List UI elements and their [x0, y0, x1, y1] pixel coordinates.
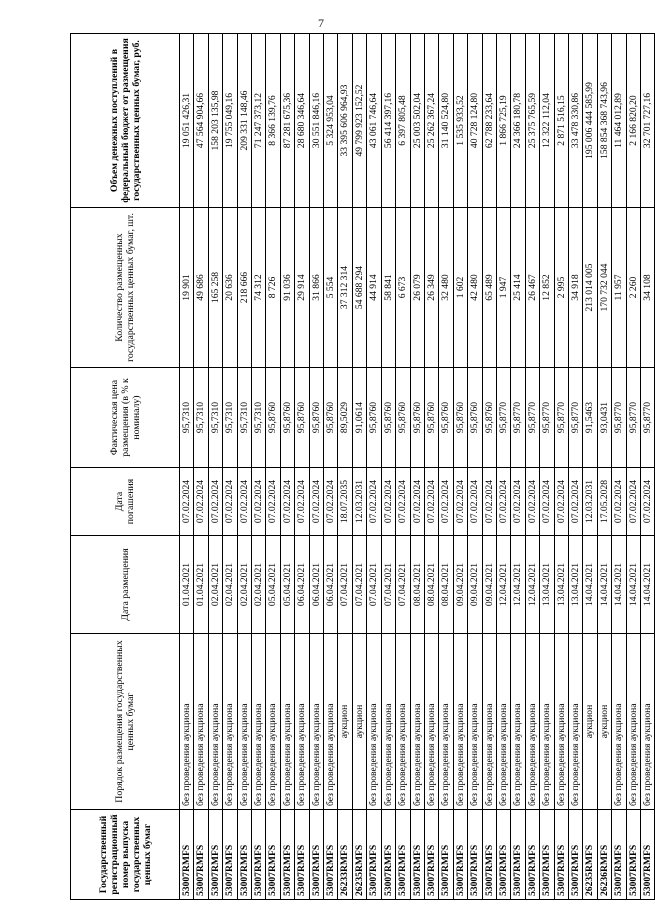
cell-method: аукцион [583, 634, 597, 810]
cell-placement-date: 13.04.2021 [554, 536, 568, 634]
table-row [597, 34, 611, 900]
cell-amount: 195 006 444 585,99 [583, 34, 597, 208]
cell-quantity: 54 688 294 [352, 208, 366, 368]
cell-placement-date: 06.04.2021 [309, 536, 323, 634]
cell-maturity-date: 07.02.2024 [208, 468, 222, 536]
cell-amount: 1 535 933,52 [453, 34, 467, 208]
cell-placement-date: 09.04.2021 [468, 536, 482, 634]
cell-amount: 209 331 148,46 [237, 34, 251, 208]
cell-placement-date: 09.04.2021 [482, 536, 496, 634]
cell-method: без проведения аукциона [180, 634, 194, 810]
cell-price: 95,7310 [223, 368, 237, 468]
cell-reg-number: 53007RMFS [424, 810, 438, 900]
cell-price: 95,8770 [540, 368, 554, 468]
cell-price: 95,8760 [381, 368, 395, 468]
cell-method: без проведения аукциона [453, 634, 467, 810]
cell-price: 95,8760 [410, 368, 424, 468]
cell-price: 93,0431 [597, 368, 611, 468]
cell-quantity: 26 349 [424, 208, 438, 368]
cell-amount: 49 799 923 152,52 [352, 34, 366, 208]
table-row [208, 34, 222, 900]
table-row [252, 34, 266, 900]
cell-reg-number: 26235RMFS [352, 810, 366, 900]
cell-reg-number: 53007RMFS [208, 810, 222, 900]
cell-amount: 28 680 346,64 [295, 34, 309, 208]
cell-quantity: 34 108 [641, 208, 655, 368]
cell-maturity-date: 07.02.2024 [266, 468, 280, 536]
cell-placement-date: 07.04.2021 [381, 536, 395, 634]
cell-quantity: 1 602 [453, 208, 467, 368]
cell-reg-number: 53007RMFS [194, 810, 208, 900]
header-price: Фактическая цена размещения (в % к номиналу) [71, 368, 180, 468]
cell-price: 95,8770 [554, 368, 568, 468]
cell-method: без проведения аукциона [540, 634, 554, 810]
cell-placement-date: 13.04.2021 [568, 536, 582, 634]
table-row [439, 34, 453, 900]
cell-reg-number: 53007RMFS [612, 810, 626, 900]
cell-reg-number: 53007RMFS [180, 810, 194, 900]
table-row [295, 34, 309, 900]
cell-quantity: 213 014 005 [583, 208, 597, 368]
cell-amount: 19 051 426,31 [180, 34, 194, 208]
cell-maturity-date: 07.02.2024 [439, 468, 453, 536]
cell-placement-date: 14.04.2021 [626, 536, 640, 634]
cell-method: без проведения аукциона [252, 634, 266, 810]
header-maturity-date: Дата погашения [71, 468, 180, 536]
cell-price: 95,8760 [424, 368, 438, 468]
cell-quantity: 42 480 [468, 208, 482, 368]
cell-amount: 158 203 135,98 [208, 34, 222, 208]
cell-amount: 8 366 139,76 [266, 34, 280, 208]
cell-placement-date: 05.04.2021 [266, 536, 280, 634]
table-row [453, 34, 467, 900]
table-row [612, 34, 626, 900]
cell-price: 95,8760 [266, 368, 280, 468]
cell-price: 95,8760 [482, 368, 496, 468]
cell-method: без проведения аукциона [280, 634, 294, 810]
cell-placement-date: 08.04.2021 [410, 536, 424, 634]
cell-method: без проведения аукциона [208, 634, 222, 810]
cell-method: без проведения аукциона [309, 634, 323, 810]
cell-quantity: 37 312 314 [338, 208, 352, 368]
cell-placement-date: 14.04.2021 [583, 536, 597, 634]
table-row [223, 34, 237, 900]
cell-amount: 47 564 904,66 [194, 34, 208, 208]
cell-maturity-date: 07.02.2024 [540, 468, 554, 536]
cell-amount: 25 003 502,04 [410, 34, 424, 208]
table-row [352, 34, 366, 900]
cell-maturity-date: 07.02.2024 [424, 468, 438, 536]
cell-reg-number: 53007RMFS [410, 810, 424, 900]
cell-amount: 32 701 727,16 [641, 34, 655, 208]
cell-price: 95,8760 [367, 368, 381, 468]
cell-price: 95,7310 [252, 368, 266, 468]
cell-maturity-date: 07.02.2024 [280, 468, 294, 536]
cell-quantity: 44 914 [367, 208, 381, 368]
cell-quantity: 1 947 [496, 208, 510, 368]
cell-reg-number: 53007RMFS [511, 810, 525, 900]
cell-quantity: 29 914 [295, 208, 309, 368]
table-row [626, 34, 640, 900]
cell-price: 89,5029 [338, 368, 352, 468]
cell-quantity: 20 636 [223, 208, 237, 368]
table-row [496, 34, 510, 900]
cell-amount: 33 395 606 964,93 [338, 34, 352, 208]
cell-maturity-date: 07.02.2024 [381, 468, 395, 536]
cell-quantity: 2 995 [554, 208, 568, 368]
cell-maturity-date: 12.03.2031 [583, 468, 597, 536]
cell-placement-date: 02.04.2021 [208, 536, 222, 634]
cell-placement-date: 01.04.2021 [180, 536, 194, 634]
cell-price: 91,0614 [352, 368, 366, 468]
cell-method: без проведения аукциона [381, 634, 395, 810]
cell-method: аукцион [597, 634, 611, 810]
cell-maturity-date: 07.02.2024 [295, 468, 309, 536]
cell-price: 95,8760 [295, 368, 309, 468]
cell-placement-date: 06.04.2021 [324, 536, 338, 634]
cell-method: без проведения аукциона [194, 634, 208, 810]
cell-amount: 5 324 953,04 [324, 34, 338, 208]
cell-method: без проведения аукциона [525, 634, 539, 810]
table-row [324, 34, 338, 900]
header-method: Порядок размещения государственных ценных бумаг [71, 634, 180, 810]
cell-reg-number: 26235RMFS [583, 810, 597, 900]
cell-method: аукцион [338, 634, 352, 810]
table-row [180, 34, 194, 900]
cell-placement-date: 14.04.2021 [597, 536, 611, 634]
cell-method: без проведения аукциона [439, 634, 453, 810]
cell-maturity-date: 07.02.2024 [468, 468, 482, 536]
cell-price: 95,8760 [468, 368, 482, 468]
cell-reg-number: 53007RMFS [568, 810, 582, 900]
cell-placement-date: 02.04.2021 [237, 536, 251, 634]
cell-maturity-date: 07.02.2024 [612, 468, 626, 536]
table-row [367, 34, 381, 900]
cell-placement-date: 12.04.2021 [511, 536, 525, 634]
cell-quantity: 91 036 [280, 208, 294, 368]
cell-maturity-date: 07.02.2024 [223, 468, 237, 536]
table-row [396, 34, 410, 900]
cell-method: без проведения аукциона [396, 634, 410, 810]
cell-method: без проведения аукциона [496, 634, 510, 810]
cell-price: 95,8760 [309, 368, 323, 468]
cell-maturity-date: 07.02.2024 [482, 468, 496, 536]
cell-method: без проведения аукциона [482, 634, 496, 810]
cell-placement-date: 02.04.2021 [252, 536, 266, 634]
cell-maturity-date: 07.02.2024 [568, 468, 582, 536]
table-row [410, 34, 424, 900]
cell-price: 95,8760 [439, 368, 453, 468]
cell-reg-number: 53007RMFS [223, 810, 237, 900]
cell-maturity-date: 07.02.2024 [367, 468, 381, 536]
cell-quantity: 19 901 [180, 208, 194, 368]
cell-maturity-date: 07.02.2024 [194, 468, 208, 536]
cell-amount: 87 281 675,36 [280, 34, 294, 208]
cell-amount: 25 375 765,59 [525, 34, 539, 208]
table-row [194, 34, 208, 900]
cell-amount: 31 140 524,80 [439, 34, 453, 208]
table-row [540, 34, 554, 900]
cell-placement-date: 02.04.2021 [223, 536, 237, 634]
table-row [525, 34, 539, 900]
cell-price: 95,8770 [525, 368, 539, 468]
table-row [482, 34, 496, 900]
cell-quantity: 12 852 [540, 208, 554, 368]
cell-placement-date: 07.04.2021 [367, 536, 381, 634]
cell-placement-date: 05.04.2021 [280, 536, 294, 634]
cell-reg-number: 53007RMFS [525, 810, 539, 900]
cell-amount: 6 397 805,48 [396, 34, 410, 208]
cell-method: без проведения аукциона [367, 634, 381, 810]
cell-maturity-date: 07.02.2024 [554, 468, 568, 536]
cell-amount: 43 061 746,64 [367, 34, 381, 208]
cell-amount: 19 755 049,16 [223, 34, 237, 208]
cell-quantity: 6 673 [396, 208, 410, 368]
cell-price: 95,7310 [180, 368, 194, 468]
cell-price: 95,8760 [396, 368, 410, 468]
cell-maturity-date: 07.02.2024 [309, 468, 323, 536]
cell-amount: 2 871 516,15 [554, 34, 568, 208]
cell-amount: 30 551 846,16 [309, 34, 323, 208]
cell-placement-date: 13.04.2021 [540, 536, 554, 634]
cell-maturity-date: 07.02.2024 [525, 468, 539, 536]
cell-reg-number: 53007RMFS [266, 810, 280, 900]
cell-price: 95,8770 [612, 368, 626, 468]
cell-reg-number: 53007RMFS [468, 810, 482, 900]
table-row [583, 34, 597, 900]
cell-reg-number: 53007RMFS [396, 810, 410, 900]
cell-method: без проведения аукциона [237, 634, 251, 810]
cell-quantity: 31 866 [309, 208, 323, 368]
cell-price: 95,8770 [626, 368, 640, 468]
cell-maturity-date: 07.02.2024 [324, 468, 338, 536]
cell-amount: 2 166 820,20 [626, 34, 640, 208]
cell-amount: 12 322 112,04 [540, 34, 554, 208]
cell-placement-date: 07.04.2021 [352, 536, 366, 634]
cell-price: 95,8770 [568, 368, 582, 468]
table-row [641, 34, 655, 900]
cell-quantity: 11 957 [612, 208, 626, 368]
table-row [309, 34, 323, 900]
cell-maturity-date: 07.02.2024 [180, 468, 194, 536]
cell-reg-number: 53007RMFS [237, 810, 251, 900]
cell-placement-date: 08.04.2021 [424, 536, 438, 634]
cell-price: 95,7310 [194, 368, 208, 468]
cell-quantity: 218 666 [237, 208, 251, 368]
cell-method: без проведения аукциона [554, 634, 568, 810]
cell-amount: 33 478 330,86 [568, 34, 582, 208]
cell-quantity: 74 312 [252, 208, 266, 368]
cell-amount: 24 366 180,78 [511, 34, 525, 208]
cell-method: без проведения аукциона [641, 634, 655, 810]
cell-quantity: 26 079 [410, 208, 424, 368]
cell-method: без проведения аукциона [511, 634, 525, 810]
cell-method: без проведения аукциона [424, 634, 438, 810]
cell-quantity: 5 554 [324, 208, 338, 368]
cell-method: без проведения аукциона [324, 634, 338, 810]
cell-quantity: 2 260 [626, 208, 640, 368]
cell-price: 95,8760 [324, 368, 338, 468]
table-row [568, 34, 582, 900]
cell-maturity-date: 18.07.2035 [338, 468, 352, 536]
cell-quantity: 25 414 [511, 208, 525, 368]
cell-method: аукцион [352, 634, 366, 810]
cell-reg-number: 26233RMFS [338, 810, 352, 900]
cell-method: без проведения аукциона [410, 634, 424, 810]
cell-reg-number: 53007RMFS [324, 810, 338, 900]
cell-placement-date: 07.04.2021 [396, 536, 410, 634]
cell-reg-number: 53007RMFS [367, 810, 381, 900]
cell-reg-number: 53007RMFS [280, 810, 294, 900]
cell-maturity-date: 07.02.2024 [396, 468, 410, 536]
cell-maturity-date: 07.02.2024 [252, 468, 266, 536]
cell-reg-number: 53007RMFS [540, 810, 554, 900]
cell-placement-date: 12.04.2021 [496, 536, 510, 634]
table-row [381, 34, 395, 900]
cell-amount: 1 866 725,19 [496, 34, 510, 208]
cell-price: 95,7310 [208, 368, 222, 468]
cell-placement-date: 06.04.2021 [295, 536, 309, 634]
cell-price: 95,8770 [641, 368, 655, 468]
cell-amount: 71 247 373,12 [252, 34, 266, 208]
cell-maturity-date: 07.02.2024 [453, 468, 467, 536]
cell-maturity-date: 17.05.2028 [597, 468, 611, 536]
cell-price: 95,8760 [280, 368, 294, 468]
header-quantity: Количество размещенных государственных ценных бумаг, шт. [71, 208, 180, 368]
cell-placement-date: 09.04.2021 [453, 536, 467, 634]
table-body [180, 34, 655, 900]
cell-quantity: 165 258 [208, 208, 222, 368]
cell-price: 95,8770 [496, 368, 510, 468]
cell-reg-number: 53007RMFS [626, 810, 640, 900]
table-row [468, 34, 482, 900]
table-row [554, 34, 568, 900]
header-reg-number: Государственный регистрационный номер выпуска государственных ценных бумаг [71, 810, 180, 900]
table-row [280, 34, 294, 900]
cell-method: без проведения аукциона [626, 634, 640, 810]
table-row [511, 34, 525, 900]
header-amount: Объем денежных поступлений в федеральный бюджет от размещения государственных ценных бумаг, руб. [71, 34, 180, 208]
table-row [266, 34, 280, 900]
cell-quantity: 32 480 [439, 208, 453, 368]
cell-placement-date: 14.04.2021 [641, 536, 655, 634]
cell-quantity: 26 467 [525, 208, 539, 368]
cell-quantity: 58 841 [381, 208, 395, 368]
cell-maturity-date: 07.02.2024 [237, 468, 251, 536]
cell-reg-number: 53007RMFS [439, 810, 453, 900]
cell-reg-number: 53007RMFS [295, 810, 309, 900]
cell-price: 95,8770 [511, 368, 525, 468]
table-header-row [71, 34, 180, 900]
cell-maturity-date: 07.02.2024 [511, 468, 525, 536]
table-row [237, 34, 251, 900]
cell-method: без проведения аукциона [266, 634, 280, 810]
cell-price: 95,8760 [453, 368, 467, 468]
header-placement-date: Дата размещения [71, 536, 180, 634]
cell-method: без проведения аукциона [223, 634, 237, 810]
cell-amount: 56 414 397,16 [381, 34, 395, 208]
cell-reg-number: 53007RMFS [554, 810, 568, 900]
page-number: 7 [318, 16, 324, 30]
cell-price: 91,5463 [583, 368, 597, 468]
cell-maturity-date: 07.02.2024 [626, 468, 640, 536]
cell-quantity: 49 686 [194, 208, 208, 368]
cell-amount: 158 854 368 743,96 [597, 34, 611, 208]
cell-maturity-date: 07.02.2024 [641, 468, 655, 536]
cell-method: без проведения аукциона [612, 634, 626, 810]
cell-reg-number: 26236RMFS [597, 810, 611, 900]
cell-placement-date: 14.04.2021 [612, 536, 626, 634]
cell-placement-date: 12.04.2021 [525, 536, 539, 634]
cell-reg-number: 53007RMFS [641, 810, 655, 900]
cell-reg-number: 53007RMFS [381, 810, 395, 900]
cell-quantity: 8 726 [266, 208, 280, 368]
cell-method: без проведения аукциона [568, 634, 582, 810]
cell-reg-number: 53007RMFS [482, 810, 496, 900]
securities-table [70, 33, 655, 900]
cell-amount: 62 788 233,64 [482, 34, 496, 208]
cell-reg-number: 53007RMFS [496, 810, 510, 900]
cell-maturity-date: 07.02.2024 [496, 468, 510, 536]
cell-amount: 11 464 012,89 [612, 34, 626, 208]
cell-quantity: 170 732 044 [597, 208, 611, 368]
cell-placement-date: 08.04.2021 [439, 536, 453, 634]
cell-reg-number: 53007RMFS [453, 810, 467, 900]
cell-placement-date: 01.04.2021 [194, 536, 208, 634]
cell-placement-date: 07.04.2021 [338, 536, 352, 634]
table-row [338, 34, 352, 900]
cell-price: 95,7310 [237, 368, 251, 468]
table-row [424, 34, 438, 900]
cell-maturity-date: 07.02.2024 [410, 468, 424, 536]
cell-reg-number: 53007RMFS [309, 810, 323, 900]
cell-quantity: 34 918 [568, 208, 582, 368]
cell-method: без проведения аукциона [295, 634, 309, 810]
cell-amount: 25 262 367,24 [424, 34, 438, 208]
cell-amount: 40 728 124,80 [468, 34, 482, 208]
cell-method: без проведения аукциона [468, 634, 482, 810]
cell-maturity-date: 12.03.2031 [352, 468, 366, 536]
cell-quantity: 65 489 [482, 208, 496, 368]
cell-reg-number: 53007RMFS [252, 810, 266, 900]
